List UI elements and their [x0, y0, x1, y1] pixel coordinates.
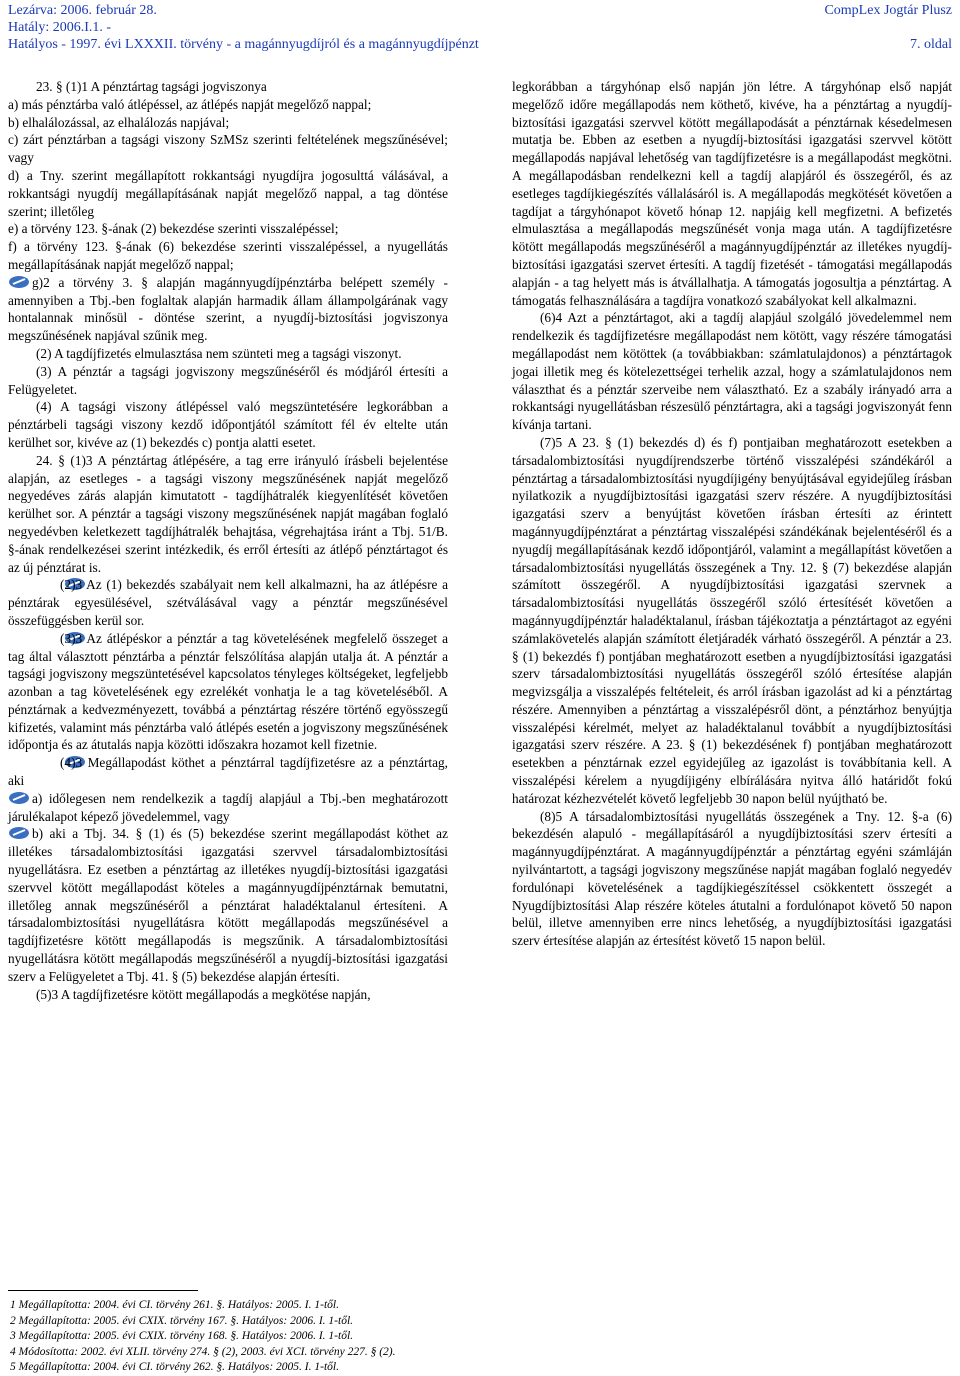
- header-row-2: [8, 19, 952, 36]
- right-column: [512, 78, 952, 950]
- footnote-rule: [8, 1290, 198, 1291]
- page-number: 7. oldal: [910, 37, 952, 52]
- left-paragraph: a) időlegesen nem rendelkezik a tagdíj alapjául a Tbj.-ben meghatározott járulékalapot képező jövedelemmel, vagy: [8, 790, 448, 824]
- effective-date: Hatály: 2006.I.1. -: [8, 20, 112, 35]
- footnote: 3 Megállapította: 2005. évi CXIX. törvény 168. §. Hatályos: 2006. I. 1-től.: [10, 1330, 354, 1343]
- left-paragraph: (4)3 Megállapodást köthet a pénztárral tagdíjfizetésre az a pénztártag, aki: [8, 755, 448, 789]
- change-marker-icon[interactable]: [36, 631, 58, 645]
- header-row-3: [8, 36, 952, 53]
- footnote: 4 Módosította: 2002. évi XLII. törvény 274. § (2), 2003. évi XCI. törvény 227. § (2).: [10, 1345, 396, 1358]
- change-marker-icon[interactable]: [8, 791, 30, 805]
- left-paragraph: 23. § (1)1 A pénztártag tagsági jogviszonya: [36, 79, 267, 94]
- footnotes: [10, 1298, 396, 1376]
- change-marker-icon[interactable]: [8, 275, 30, 289]
- left-paragraph: 24. § (1)3 A pénztártag átlépésére, a tag erre irányuló írásbeli bejelentése alapján, az esetleges - a tagsági viszony megszűnésének napját megelőző negyedéves zárás alapján kimutatott - tagdíjhátralék kiegyenlítését követően kerülhet sor. A pénztár a tagsági viszony megszűnésének napját magában foglaló negyedévben keletkezett tagdíjhátralék behajtása, végrehajtása iránt a Tbj. 51/B. §-ának rendelkezései szerint intézkedik, és erről értesíti az átlépő pénztártagot és az új pénztárat is.: [8, 452, 448, 575]
- closed-date: Lezárva: 2006. február 28.: [8, 3, 157, 18]
- right-paragraph: (6)4 Azt a pénztártagot, aki a tagdíj alapjául szolgáló jövedelemmel nem rendelkezik és tagdíjfizetésre megállapodást nem kötött, vagy részére támogatási megállapodást nem kötöttek (a továbbiakban: számlatulajdonos) a pénztártagok jogai illetik meg és kötelezettségei terhelik azzal, hogy a számlatulajdonos nem választhat és a pénztár szerveibe nem választható. Ez a szabály irányadó arra a rokkantsági nyugellátásban részesülő pénztártagra, aki a tagsági jogviszonyát fenn kívánja tartani.: [512, 310, 952, 433]
- left-paragraph: (4) A tagsági viszony átlépéssel való megszüntetésére legkorábban a pénztárbeli tagsági viszony kezdő időpontjától számított fél év eltelte után kerülhet sor, kivéve az (1) bekezdés c) pontja alatti esetet.: [8, 399, 448, 450]
- left-paragraph: b) aki a Tbj. 34. § (1) és (5) bekezdése szerint megállapodást köthet az illetékes társadalombiztosítási igazgatási szervvel társadalombiztosítási nyugellátásra. Ez esetben a pénztártag az illetékes nyugdíj-biztosítási igazgatási szervvel kötött megállapodást köteles a magánnyugdíjpénztárnak bemutatni, illetőleg annak megszűnéséről a pénztárat haladéktalanul értesíteni. A társadalombiztosítási nyugellátásra kötött megállapodás megszűnésével a tagdíjfizetésre kötött megállapodás is megszűnik. A társadalombiztosítási nyugellátásra kötött megállapodás megszűnéséről a nyugdíj-biztosítási igazgatási szerv a Felügyeletet a Tbj. 41. § (5) bekezdése alapján értesíti.: [8, 826, 448, 984]
- left-paragraph: g)2 a törvény 3. § alapján magánnyugdíjpénztárba belépett személy - amennyiben a Tbj.-ben foglaltak alapján harmadik állam állampolgárának vagy hontalannak minősül - döntése szerint, a nyugdíj-biztosítási jogviszonya megszűnésének napjával szűnik meg.: [8, 274, 448, 344]
- right-paragraph: (7)5 A 23. § (1) bekezdés d) és f) pontjaiban meghatározott esetekben a társadalombiztosítási nyugdíjrendszerbe történő visszalépési szándékáról a pénztártag a társadalombiztosítási nyugdíjigény benyújtásával egyidejűleg írásban nyilatkozik a nyugdíjbiztosítási igazgatási szerv részére. A nyugdíjbiztosítási igazgatási szerv a benyújtást követően írásban értesíti az érintett magánnyugdíjpénztárat a pénztártag visszalépési szándékának bejelentéséről és a nyugdíj megállapításának kezdő időpontjáról, valamint a megállapítást követően a társadalombiztosítási nyugellátás összegének a Tny. 12. § (7) bekezdése alapján számított összegéről. A nyugdíjbiztosítási igazgatási szervnek a társadalombiztosítási nyugellátás összegéről szóló értesítését követően a magánnyugdíjpénztár haladéktalanul, írásban tájékoztatja a pénztártagot az egyéni számlakövetelés alapján számított életjáradék várható összegéről. A pénztár a 23. § (1) bekezdés f) pontjában meghatározott esetben a nyugdíjbiztosítási igazgatási szerv társadalombiztosítási nyugellátás összegéről szóló értesítése alapján megvizsgálja a visszalépés feltételeit, és arról írásban igazolást ad ki a pénztártag részére. Amennyiben a pénztártag a visszalépésről dönt, a pénztárhoz benyújtja visszalépési kérelmét, melyet az haladéktalanul továbbít a nyugdíjbiztosítási igazgatási szerv részére. A 23. § (1) bekezdésének f) pontjában meghatározott esetekben a pénztárnak ezzel egyidejűleg az igazolást is továbbítania kell. A visszalépési kérelem a nyugdíjigény elbírálására nyitva álló határidőt fokú határozat kézhezvételét követő legfeljebb 30 napon belül nyújtható be.: [512, 434, 952, 806]
- left-paragraph: (3) A pénztár a tagsági jogviszony megszűnéséről és módjáról értesíti a Felügyeletet.: [8, 363, 448, 397]
- change-marker-icon[interactable]: [36, 755, 58, 769]
- left-paragraph: (3)3 Az átlépéskor a pénztár a tag követelésének megfelelő összeget a tag által választott pénztárba a pénztár felszólítása alapján utalja át. A pénztár a tagsági jogviszony megszüntetésével kapcsolatos tényleges költségeket, legfeljebb azonban a tag követelésének egy ezrelékét vonhatja le a tag követeléséből. A pénztárnak a kedvezményezett, továbbá a pénztártag részére történő egyösszegű kifizetés, valamint más pénztárba való átlépés esetén a jogviszony megszűnésének időpontja és az átutalás napja közötti időszakra hozamot kell fizetnie.: [8, 630, 448, 753]
- left-paragraph: (5)3 A tagdíjfizetésre kötött megállapodás a megkötése napján,: [36, 986, 371, 1002]
- right-paragraph: legkorábban a tárgyhónap első napján jön létre. A tárgyhónap első napját megelőző időre megállapodás nem köthető, kivéve, ha a pénztártag a nyugdíj-biztosítási igazgatási szervvel kötött megállapodását a pénztárnak késedelmesen mutatja be. Ebben az esetben a nyugdíj-biztosítási igazgatási szervvel kötött megállapodás napjával lehetőség van tagdíjfizetésre is a megállapodást megkötni. A megállapodásban rendelkezni kell a tagdíj alapjáról és összegéről, és az esetleges tagdíjkiegészítés vállalásáról is. A megállapodás megkötését követően a tagdíjat a tárgyhónapot követő hónap 12. napjáig kell megfizetni. A befizetés elmulasztása a megállapodás megszűnését vonja maga után. A tagdíjfizetésre kötött megállapodás megszűnéséről a magánnyugdíjpénztár az illetékes nyugdíj-biztosítási igazgatási szervet értesíti. A tagdíj fizetését - támogatási megállapodás alapján - a tag helyett más is átvállalhatja. A támogatás jogosultja a pénztártag. A támogatás felhasználására a tagdíjra vonatkozó szabályokat kell alkalmazni.: [512, 79, 952, 308]
- act-title: Hatályos - 1997. évi LXXXII. törvény - a magánnyugdíjról és a magánnyugdíjpénzt: [8, 37, 479, 52]
- footnote: 2 Megállapította: 2005. évi CXIX. törvény 167. §. Hatályos: 2006. I. 1-től.: [10, 1314, 354, 1327]
- brand: CompLex Jogtár Plusz: [824, 3, 952, 18]
- left-paragraph: (2)3 Az (1) bekezdés szabályait nem kell alkalmazni, ha az átlépésre a pénztárak egyesülésével, szétválásával vagy a pénztár megszűnésével összefüggésben kerül sor.: [8, 577, 448, 628]
- left-column: [8, 78, 448, 1003]
- left-paragraph: c) zárt pénztárban a tagsági viszony SzMSz szerinti feltételének megszűnésével; vagy: [8, 132, 448, 166]
- right-paragraph: (8)5 A társadalombiztosítási nyugellátás összegének a Tny. 12. §-a (6) bekezdésén alapuló - megállapításáról a nyugdíjbiztosítási szerv értesíti a magánnyugdíjpénztárat. A magánnyugdíjpénztár a pénztártag egyéni számláján nyilvántartott, a tagsági jogviszony megszűnése napját magában foglaló negyedév fordulónapi követelésének a tagdíjkiegészítéssel csökkentett összegét a Nyugdíjbiztosítási Alap részére köteles átutalni a fordulónapot követő 50 napon belül, illetve amennyiben erre nincs lehetőség, a nyugdíjbiztosítási igazgatási szerv értesítése alapján az értesítést követő 15 napon belül.: [512, 808, 952, 949]
- left-paragraph: b) elhalálozással, az elhalálozás napjával;: [8, 114, 230, 130]
- left-paragraph: d) a Tny. szerint megállapított rokkantsági nyugdíjra jogosulttá válásával, a rokkantsági nyugdíj megállapításának napját megelőző nappal, a tag döntése szerint; illetőleg: [8, 167, 448, 219]
- left-paragraph: (2) A tagdíjfizetés elmulasztása nem szünteti meg a tagsági viszonyt.: [36, 345, 402, 361]
- header-row-1: [8, 2, 952, 19]
- left-paragraph: e) a törvény 123. §-ának (2) bekezdése szerinti visszalépéssel;: [8, 221, 339, 237]
- footnote: 1 Megállapította: 2004. évi CI. törvény 261. §. Hatályos: 2005. I. 1-től.: [10, 1299, 339, 1311]
- left-paragraph: f) a törvény 123. §-ának (6) bekezdése szerinti visszalépéssel, a nyugellátás megállapításának napját megelőző nappal;: [8, 239, 448, 272]
- left-paragraph: a) más pénztárba való átlépéssel, az átlépés napját megelőző nappal;: [8, 96, 372, 112]
- footnote: 5 Megállapította: 2004. évi CI. törvény 262. §. Hatályos: 2005. I. 1-től.: [10, 1361, 339, 1374]
- change-marker-icon[interactable]: [36, 577, 58, 591]
- change-marker-icon[interactable]: [8, 826, 30, 840]
